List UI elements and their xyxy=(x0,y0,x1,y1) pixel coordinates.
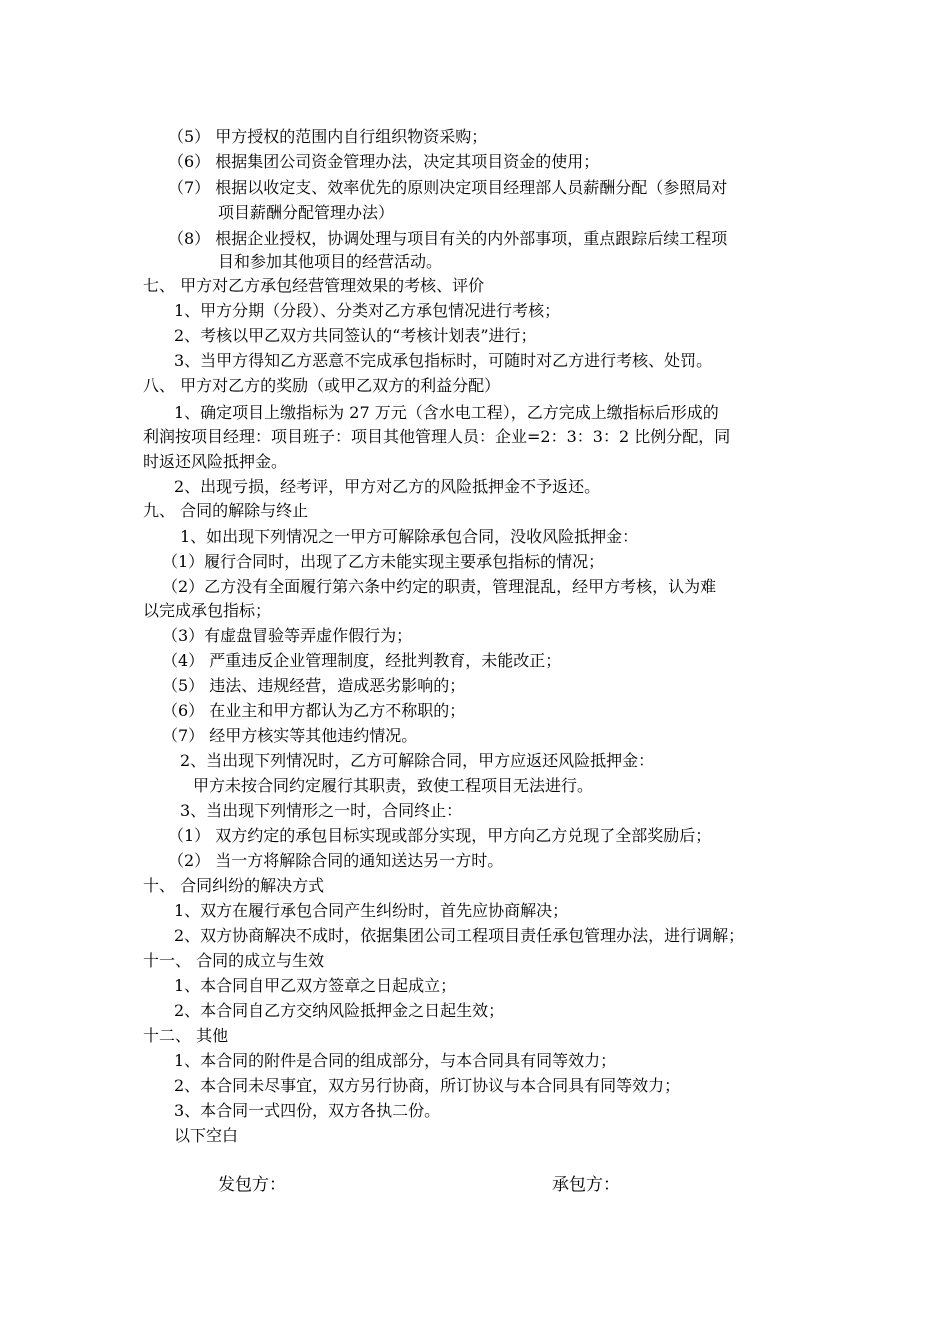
section-10-item-2: 2、双方协商解决不成时，依据集团公司工程项目责任承包管理办法，进行调解； xyxy=(174,926,745,945)
section-9-sub-5: （5） 违法、违规经营，造成恶劣影响的； xyxy=(162,676,466,695)
section-9-item-1: 1、如出现下列情况之一甲方可解除承包合同，没收风险抵押金： xyxy=(180,527,639,546)
clause-item-5: （5） 甲方授权的范围内自行组织物资采购； xyxy=(168,127,488,146)
section-9-item-2: 2、当出现下列情况时，乙方可解除合同，甲方应返还风险抵押金： xyxy=(180,751,655,770)
section-9-sub-2-cont: 以完成承包指标； xyxy=(143,601,272,620)
clause-item-8-cont: 目和参加其他项目的经营活动。 xyxy=(218,252,443,271)
section-9-item-3-sub-1: （1） 双方约定的承包目标实现或部分实现，甲方向乙方兑现了全部奖励后； xyxy=(168,826,712,845)
section-heading-8: 八、 甲方对乙方的奖励（或甲乙双方的利益分配） xyxy=(143,376,501,395)
section-heading-12: 十二、 其他 xyxy=(143,1026,229,1045)
section-11-item-2: 2、本合同自乙方交纳风险抵押金之日起生效； xyxy=(174,1001,505,1020)
section-7-item-2: 2、考核以甲乙双方共同签认的“考核计划表”进行； xyxy=(174,326,537,345)
section-9-item-3-sub-2: （2） 当一方将解除合同的通知送达另一方时。 xyxy=(168,851,504,870)
section-9-sub-4: （4） 严重违反企业管理制度，经批判教育，未能改正； xyxy=(162,651,562,670)
section-heading-7: 七、 甲方对乙方承包经营管理效果的考核、评价 xyxy=(143,276,485,295)
section-8-item-1: 1、确定项目上缴指标为 27 万元（含水电工程），乙方完成上缴指标后形成的 xyxy=(174,403,719,422)
section-10-item-1: 1、双方在履行承包合同产生纠纷时，首先应协商解决； xyxy=(174,901,569,920)
section-9-sub-2: （2）乙方没有全面履行第六条中约定的职责，管理混乱，经甲方考核，认为难 xyxy=(162,577,717,596)
blank-below-note: 以下空白 xyxy=(174,1126,239,1145)
section-heading-9: 九、 合同的解除与终止 xyxy=(143,501,309,520)
section-9-sub-1: （1）履行合同时，出现了乙方未能实现主要承包指标的情况； xyxy=(162,552,605,571)
section-8-item-1-cont: 利润按项目经理：项目班子：项目其他管理人员：企业=2：3：3：2 比例分配，同 xyxy=(143,427,731,446)
section-12-item-2: 2、本合同未尽事宜，双方另行协商，所订协议与本合同具有同等效力； xyxy=(174,1076,681,1095)
party-a-signature-label: 发包方： xyxy=(218,1175,286,1195)
section-12-item-1: 1、本合同的附件是合同的组成部分，与本合同具有同等效力； xyxy=(174,1051,617,1070)
section-12-item-3: 3、本合同一式四份，双方各执二份。 xyxy=(174,1101,441,1120)
section-heading-10: 十、 合同纠纷的解决方式 xyxy=(143,876,325,895)
clause-item-8: （8） 根据企业授权，协调处理与项目有关的内外部事项，重点跟踪后续工程项 xyxy=(168,229,728,248)
section-7-item-1: 1、甲方分期（分段）、分类对乙方承包情况进行考核； xyxy=(174,301,561,320)
clause-item-7-cont: 项目薪酬分配管理办法） xyxy=(218,203,395,222)
clause-item-7: （7） 根据以收定支、效率优先的原则决定项目经理部人员薪酬分配（参照局对 xyxy=(168,178,728,197)
section-11-item-1: 1、本合同自甲乙双方签章之日起成立； xyxy=(174,976,457,995)
section-9-sub-3: （3）有虚盘冒验等弄虚作假行为； xyxy=(162,626,413,645)
section-8-item-2: 2、出现亏损，经考评，甲方对乙方的风险抵押金不予返还。 xyxy=(174,477,601,496)
section-7-item-3: 3、当甲方得知乙方恶意不完成承包指标时，可随时对乙方进行考核、处罚。 xyxy=(174,351,713,370)
section-9-sub-6: （6） 在业主和甲方都认为乙方不称职的； xyxy=(162,701,466,720)
clause-item-6: （6） 根据集团公司资金管理办法，决定其项目资金的使用； xyxy=(168,152,600,171)
section-9-item-3: 3、当出现下列情形之一时，合同终止： xyxy=(180,801,463,820)
section-8-item-1-cont2: 时返还风险抵押金。 xyxy=(143,452,288,471)
section-9-item-2-detail: 甲方未按合同约定履行其职责，致使工程项目无法进行。 xyxy=(193,776,594,795)
section-9-sub-7: （7） 经甲方核实等其他违约情况。 xyxy=(162,726,418,745)
section-heading-11: 十一、 合同的成立与生效 xyxy=(143,951,325,970)
party-b-signature-label: 承包方： xyxy=(552,1175,620,1195)
